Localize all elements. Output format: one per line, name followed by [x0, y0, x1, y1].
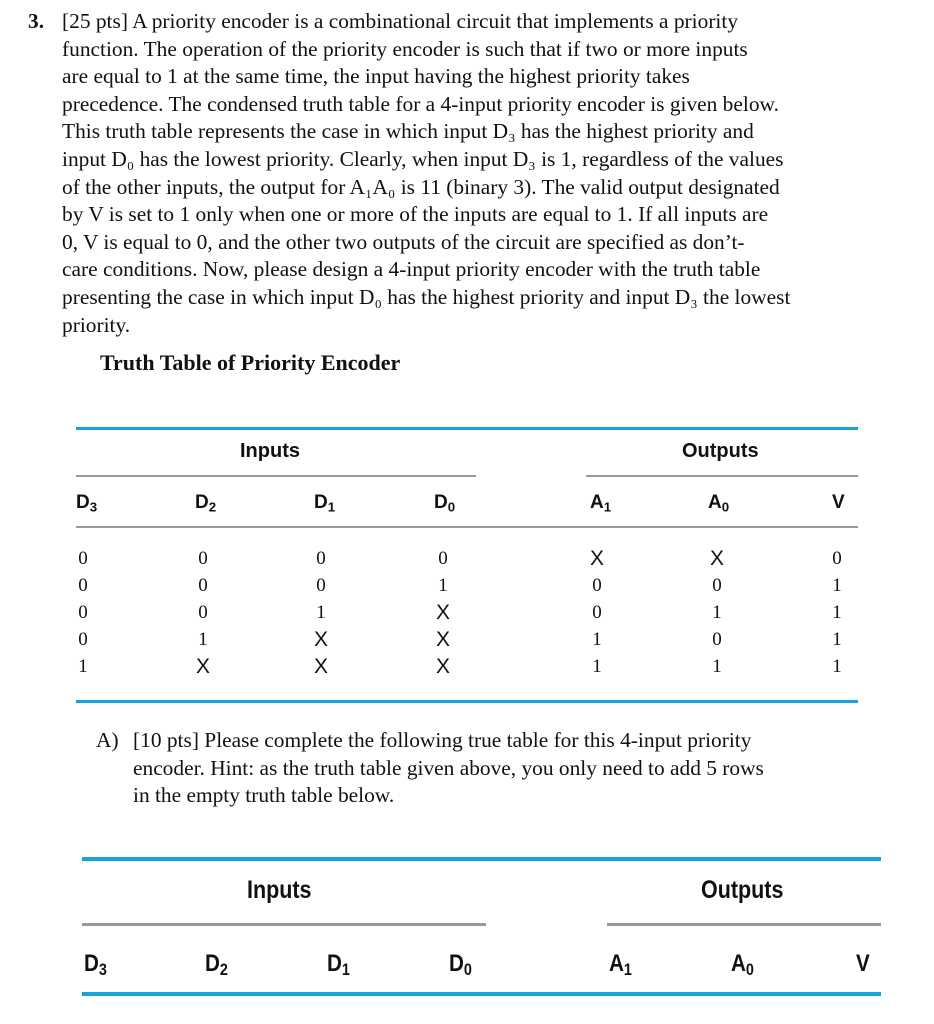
table-cell: 0 [592, 602, 602, 623]
table-cell: X [435, 628, 450, 651]
empty-col-header-a1: $A_1$ [609, 950, 632, 980]
problem-line: are equal to 1 at the same time, the input having the highest priority takes [62, 64, 690, 89]
col-header-a1: $A_1$ [590, 492, 612, 515]
problem-line: input D₀ has the lowest priority. Clearly, when input D₃ is 1, regardless of the values [62, 146, 784, 171]
problem-number: 3. [28, 9, 45, 33]
problem-line: [25 pts] A priority encoder is a combinational circuit that implements a priority [62, 9, 739, 33]
table-cell: 0 [198, 602, 208, 623]
col-header-a0: $A_0$ [708, 492, 730, 515]
table-cell: 0 [832, 548, 842, 569]
table-cell: 0 [78, 602, 88, 623]
table-top-rule [76, 427, 858, 430]
table-cell: 0 [712, 575, 722, 596]
empty-col-header-v: V [856, 950, 870, 977]
part-a-line: encoder. Hint: as the truth table given above, you only need to add 5 rows [133, 755, 764, 780]
table-cell: 1 [712, 602, 722, 623]
problem-line: 0, V is equal to 0, and the other two outputs of the circuit are specified as don’t- [62, 229, 745, 254]
problem-line: by V is set to 1 only when one or more of the inputs are equal to 1. If all inputs are [62, 202, 769, 227]
table-cell: 1 [198, 629, 208, 650]
empty-col-header-d2: $D_2$ [205, 950, 228, 980]
part-a-line: [10 pts] Please complete the following true table for this 4-input priority [133, 728, 752, 752]
col-header-d3: $D_3$ [76, 492, 98, 515]
table-bottom-rule [76, 700, 858, 703]
table-cell: X [589, 547, 604, 570]
table-cell: 0 [198, 575, 208, 596]
table-cell: 0 [78, 575, 88, 596]
part-a-text [133, 727, 853, 810]
empty-inputs-group-header: Inputs [247, 876, 312, 904]
table-cell: X [435, 655, 450, 678]
empty-table-top-rule [82, 857, 881, 861]
truth-table-title: Truth Table of Priority Encoder [100, 350, 401, 375]
problem-text [62, 8, 884, 339]
empty-inputs-underline [82, 923, 486, 926]
table-cell: X [313, 655, 328, 678]
table-cell: 1 [438, 575, 448, 596]
empty-outputs-underline [607, 923, 881, 926]
problem-line: presenting the case in which input D₀ has the highest priority and input D₃ the lowest [62, 284, 791, 309]
table-cell: 1 [832, 575, 842, 596]
inputs-underline [76, 475, 476, 477]
table-cell: 0 [592, 575, 602, 596]
problem-line: This truth table represents the case in which input D₃ has the highest priority and [62, 119, 754, 144]
table-cell: 1 [832, 656, 842, 677]
table-cell: X [709, 547, 724, 570]
table-cell: 1 [592, 629, 602, 650]
table-cell: 0 [78, 548, 88, 569]
col-header-v: V [832, 492, 845, 513]
table-cell: 0 [78, 629, 88, 650]
table-cell: 1 [78, 656, 88, 677]
table-cell: 0 [316, 575, 326, 596]
col-header-d0: $D_0$ [434, 492, 456, 515]
table-cell: X [195, 655, 210, 678]
table-cell: X [435, 601, 450, 624]
table-cell: 0 [198, 548, 208, 569]
table-cell: X [313, 628, 328, 651]
outputs-group-header: Outputs [682, 440, 759, 462]
empty-table-header-rule [82, 992, 881, 996]
header-underline [76, 526, 858, 528]
outputs-underline [586, 475, 858, 477]
problem-line: function. The operation of the priority encoder is such that if two or more inputs [62, 36, 748, 61]
empty-col-header-a0: $A_0$ [731, 950, 754, 980]
table-cell: 1 [592, 656, 602, 677]
table-cell: 0 [438, 548, 448, 569]
part-a-line: in the empty truth table below. [133, 783, 395, 808]
col-header-d2: $D_2$ [195, 492, 217, 515]
table-cell: 1 [832, 602, 842, 623]
part-a-label: A) [96, 728, 119, 752]
table-cell: 1 [712, 656, 722, 677]
problem-line: care conditions. Now, please design a 4-input priority encoder with the truth table [62, 257, 761, 282]
empty-col-header-d0: $D_0$ [449, 950, 472, 980]
table-cell: 0 [712, 629, 722, 650]
problem-line: of the other inputs, the output for A₁A₀ is 11 (binary 3). The valid output designated [62, 174, 780, 199]
problem-line: priority. [62, 312, 131, 337]
empty-col-header-d1: $D_1$ [327, 950, 350, 980]
empty-outputs-group-header: Outputs [701, 876, 784, 904]
table-cell: 1 [832, 629, 842, 650]
col-header-d1: $D_1$ [314, 492, 336, 515]
inputs-group-header: Inputs [240, 440, 300, 462]
problem-line: precedence. The condensed truth table for a 4-input priority encoder is given below. [62, 91, 779, 116]
empty-col-header-d3: $D_3$ [84, 950, 107, 980]
table-cell: 0 [316, 548, 326, 569]
table-cell: 1 [316, 602, 326, 623]
